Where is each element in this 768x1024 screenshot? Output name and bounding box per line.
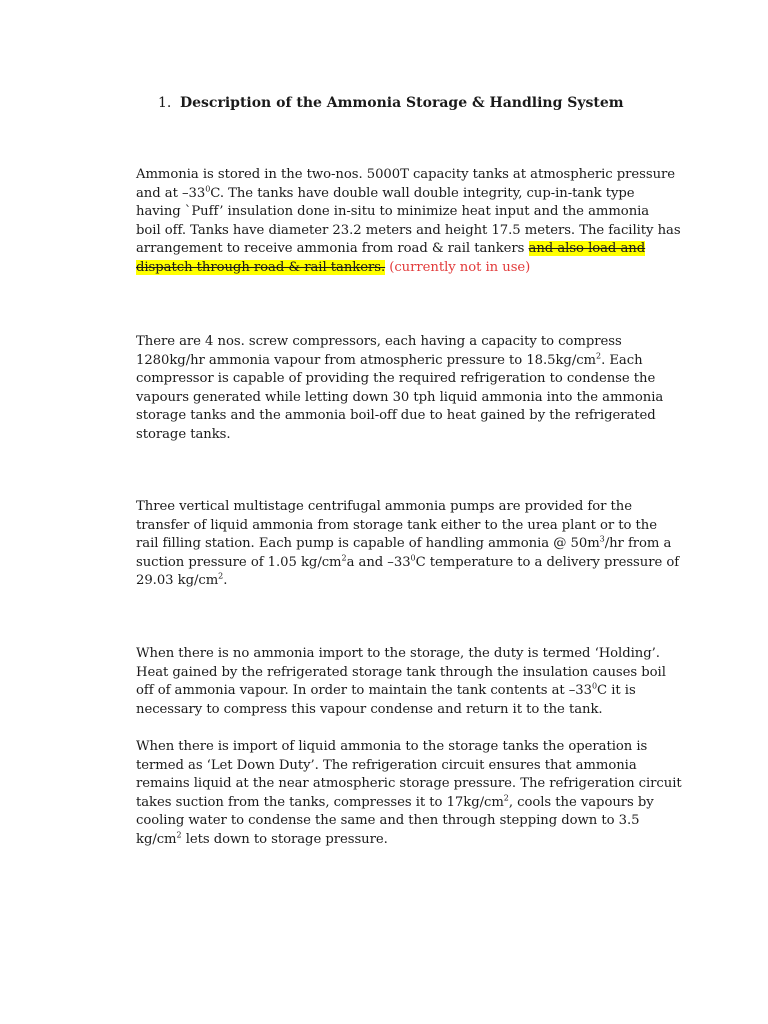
text-line: having `Puff’ insulation done in-situ to minimize heat input and the ammonia — [136, 204, 650, 219]
text-run: suction pressure of 1.05 kg/cm — [136, 554, 342, 570]
paragraph-ammonia-pumps — [136, 498, 682, 591]
text-line — [136, 554, 682, 573]
text-line: When there is no ammonia import to the storage, the duty is termed ‘Holding’. — [136, 646, 660, 661]
text-line: termed as ‘Let Down Duty’. The refrigeration circuit ensures that ammonia — [136, 757, 637, 773]
text-run: /hr from a — [604, 536, 672, 551]
text-run: . Each — [601, 352, 643, 368]
superscript: 2 — [503, 793, 509, 803]
superscript: 0 — [410, 553, 416, 563]
text-run: 1280kg/hr ammonia vapour from atmospheric pressure to 18.5kg/cm — [136, 352, 597, 368]
text-run: a and –33 — [346, 554, 411, 570]
paragraph-screw-compressors — [136, 333, 682, 444]
superscript: 2 — [341, 553, 347, 563]
text-line: There are 4 nos. screw compressors, each having a capacity to compress — [136, 334, 622, 349]
text-run: lets down to storage pressure. — [181, 831, 388, 847]
section-number: 1. — [158, 95, 172, 111]
paragraph-storage-tanks — [136, 166, 682, 277]
text-run: 29.03 kg/cm — [136, 573, 219, 588]
text-line: storage tanks. — [136, 426, 231, 442]
text-line: transfer of liquid ammonia from storage tank either to the urea plant or to the — [136, 517, 658, 533]
text-line: Heat gained by the refrigerated storage tank through the insulation causes boil — [136, 664, 666, 680]
superscript: 0 — [592, 681, 598, 691]
text-run: takes suction from the tanks, compresses it to 17kg/cm — [136, 794, 504, 810]
text-run: off of ammonia vapour. In order to maintain the tank contents at –33 — [136, 683, 592, 698]
text-run: and at –33 — [136, 185, 206, 201]
section-title: Description of the Ammonia Storage & Handling System — [180, 95, 624, 111]
text-line — [136, 240, 682, 259]
text-line: remains liquid at the near atmospheric storage pressure. The refrigeration circuit — [136, 776, 682, 791]
section-heading — [158, 93, 624, 113]
text-line — [136, 259, 682, 278]
text-line: necessary to compress this vapour condense and return it to the tank. — [136, 701, 603, 717]
struck-highlighted-text: dispatch through road & rail tankers. — [136, 259, 386, 275]
text-line — [136, 535, 682, 554]
text-line: When there is import of liquid ammonia to the storage tanks the operation is — [136, 739, 648, 754]
text-run: arrangement to receive ammonia from road & rail tankers — [136, 241, 529, 256]
red-note: (currently not in use) — [385, 259, 531, 275]
text-run: C. The tanks have double wall double integrity, cup-in-tank type — [210, 185, 635, 201]
text-run: , cools the vapours by — [508, 794, 654, 810]
text-line — [136, 682, 682, 701]
paragraph-holding-duty — [136, 645, 682, 719]
superscript: 3 — [599, 534, 605, 544]
text-line: vapours generated while letting down 30 tph liquid ammonia into the ammonia — [136, 389, 664, 405]
text-line — [136, 185, 682, 204]
text-run: kg/cm — [136, 831, 177, 847]
superscript: 2 — [218, 571, 224, 581]
text-line: cooling water to condense the same and then through stepping down to 3.5 — [136, 813, 640, 828]
text-run: . — [223, 573, 228, 588]
text-line — [136, 831, 682, 850]
text-run: C temperature to a delivery pressure of — [415, 554, 680, 570]
paragraph-let-down-duty — [136, 738, 682, 849]
text-line: Ammonia is stored in the two-nos. 5000T capacity tanks at atmospheric pressure — [136, 167, 676, 182]
text-run: rail filling station. Each pump is capable of handling ammonia @ 50m — [136, 536, 600, 551]
text-line: Three vertical multistage centrifugal ammonia pumps are provided for the — [136, 499, 632, 514]
superscript: 2 — [596, 351, 602, 361]
struck-highlighted-text: and also load and — [528, 241, 646, 256]
text-line: boil off. Tanks have diameter 23.2 meters and height 17.5 meters. The facility has — [136, 222, 681, 238]
superscript: 2 — [176, 830, 182, 840]
superscript: 0 — [205, 184, 211, 194]
text-line: storage tanks and the ammonia boil-off due to heat gained by the refrigerated — [136, 408, 656, 423]
text-line — [136, 794, 682, 813]
text-line — [136, 352, 682, 371]
text-line — [136, 572, 682, 591]
text-run: C it is — [597, 683, 636, 698]
text-line: compressor is capable of providing the required refrigeration to condense the — [136, 371, 656, 386]
